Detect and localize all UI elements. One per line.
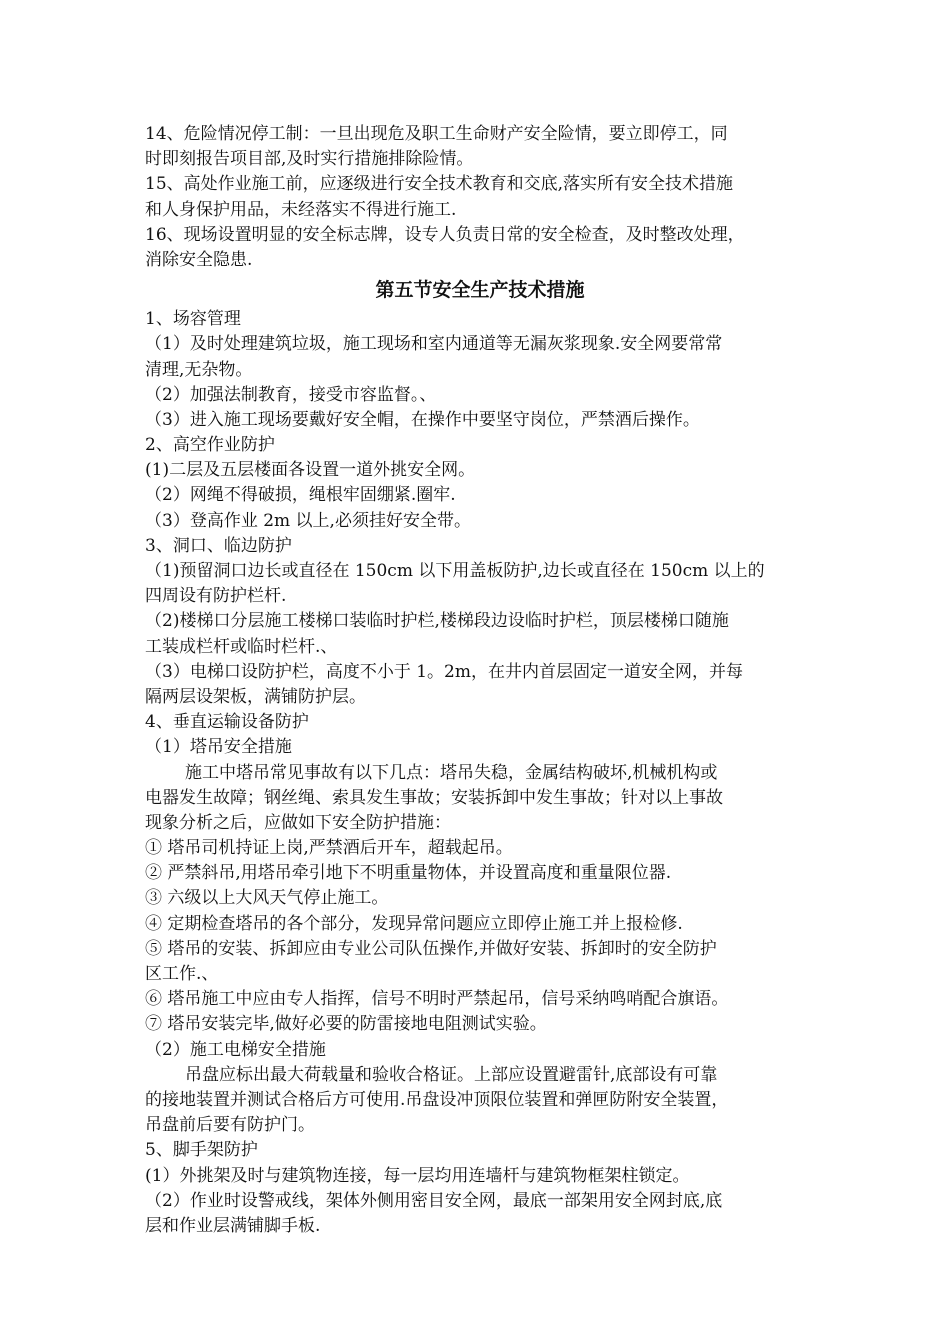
paragraph-line: （3）登高作业 2m 以上,必须挂好安全带。 [145,510,471,531]
paragraph-line: ③ 六级以上大风天气停止施工。 [145,888,389,909]
paragraph-line: ⑦ 塔吊安装完毕,做好必要的防雷接地电阻测试实验。 [145,1014,547,1035]
paragraph-line: （2)楼梯口分层施工楼梯口装临时护栏,楼梯段边设临时护栏，顶层楼梯口随施 [145,611,729,632]
paragraph-line: 电器发生故障；钢丝绳、索具发生事故；安装拆卸中发生事故；针对以上事故 [145,787,723,808]
paragraph [145,332,815,382]
paragraph-line: 区工作.、 [145,964,219,984]
section-heading-text: 第五节安全生产技术措施 [375,279,585,302]
paragraph [145,1038,815,1063]
paragraph-line: 清理,无杂物。 [145,359,253,380]
paragraph [145,509,815,534]
paragraph-line: 的接地装置并测试合格后方可使用.吊盘设冲顶限位装置和弹匣防附安全装置， [145,1089,729,1110]
paragraph-line: （1）塔吊安全措施 [145,737,292,758]
paragraph [145,223,815,273]
paragraph-line: 1、场容管理 [145,309,241,330]
paragraph-line: 15、高处作业施工前，应逐级进行安全技术教育和交底,落实所有安全技术措施 [145,174,734,195]
paragraph-line: （3）进入施工现场要戴好安全帽，在操作中要坚守岗位，严禁酒后操作。 [145,409,700,430]
paragraph [145,458,815,483]
paragraph [145,886,815,911]
paragraph [145,710,815,735]
paragraph [145,122,815,172]
paragraph-line: (1）外挑架及时与建筑物连接，每一层均用连墙杆与建筑物框架柱锁定。 [145,1165,690,1186]
paragraph-line: 吊盘应标出最大荷载量和验收合格证。上部应设置避雷针,底部设有可靠 [185,1064,718,1085]
paragraph-line: 隔两层设架板，满铺防护层。 [145,686,366,707]
paragraph-line: 施工中塔吊常见事故有以下几点：塔吊失稳，金属结构破坏,机械机构或 [185,762,718,783]
paragraph-line: 2、高空作业防护 [145,435,275,456]
paragraph-line: 时即刻报告项目部,及时实行措施排除险情。 [145,149,474,170]
paragraph-line: 消除安全隐患. [145,249,253,270]
paragraph [145,172,815,222]
paragraph [145,836,815,861]
paragraph-line: （2）施工电梯安全措施 [145,1039,326,1060]
paragraph [145,483,815,508]
paragraph-line: (1)二层及五层楼面各设置一道外挑安全网。 [145,460,476,481]
paragraph [145,383,815,408]
paragraph-line: 4、垂直运输设备防护 [145,712,309,733]
paragraph [145,1164,815,1189]
paragraph [145,660,815,710]
paragraph-line: ⑤ 塔吊的安装、拆卸应由专业公司队伍操作,并做好安装、拆卸时的安全防护 [145,938,717,959]
paragraph [145,307,815,332]
paragraph-line: 层和作业层满铺脚手板. [145,1215,321,1236]
paragraph-line: 和人身保护用品，未经落实不得进行施工. [145,199,457,220]
paragraph [145,534,815,559]
paragraph-line: （2）加强法制教育，接受市容监督。、 [145,384,437,405]
paragraph [145,408,815,433]
paragraph-line: 5、脚手架防护 [145,1140,258,1161]
paragraph-line: ② 严禁斜吊,用塔吊牵引地下不明重量物体，并设置高度和重量限位器. [145,863,672,884]
paragraph [145,1189,815,1239]
paragraph [145,861,815,886]
paragraph-line: （3）电梯口设防护栏，高度不小于 1。2m，在井内首层固定一道安全网，并每 [145,661,743,682]
paragraph-line: （1)预留洞口边长或直径在 150cm 以下用盖板防护,边长或直径在 150cm 以上的 [145,561,765,581]
paragraph-line: （1）及时处理建筑垃圾，施工现场和室内通道等无漏灰浆现象.安全网要常常 [145,334,723,355]
paragraph [145,1138,815,1163]
section-heading [145,273,815,307]
paragraph-line: （2）网绳不得破损，绳根牢固绷紧.圈牢. [145,485,456,506]
paragraph [145,1012,815,1037]
paragraph [145,937,815,987]
paragraph [145,609,815,659]
paragraph-line: 现象分析之后，应做如下安全防护措施： [145,812,451,833]
document-page [145,122,815,1239]
paragraph-line: 3、洞口、临边防护 [145,535,292,556]
paragraph-line: 吊盘前后要有防护门。 [145,1115,315,1136]
paragraph-line: 四周设有防护栏杆. [145,586,287,607]
paragraph [145,433,815,458]
paragraph-line: ① 塔吊司机持证上岗,严禁酒后开车，超载起吊。 [145,838,513,859]
paragraph-line: 14、危险情况停工制：一旦出现危及职工生命财产安全险情，要立即停工，同 [145,124,728,144]
paragraph-line: （2）作业时设警戒线，架体外侧用密目安全网，最底一部架用安全网封底,底 [145,1190,723,1211]
paragraph-line: 16、现场设置明显的安全标志牌，设专人负责日常的安全检查，及时整改处理， [145,224,745,245]
paragraph-line: 工装成栏杆或临时栏杆.、 [145,636,338,657]
paragraph [145,1063,815,1139]
paragraph [145,735,815,760]
paragraph-line: ④ 定期检查塔吊的各个部分，发现异常问题应立即停止施工并上报检修. [145,913,683,934]
paragraph [145,761,815,837]
paragraph [145,912,815,937]
paragraph-line: ⑥ 塔吊施工中应由专人指挥，信号不明时严禁起吊，信号采纳鸣哨配合旗语。 [145,989,729,1010]
paragraph [145,559,815,609]
paragraph [145,987,815,1012]
